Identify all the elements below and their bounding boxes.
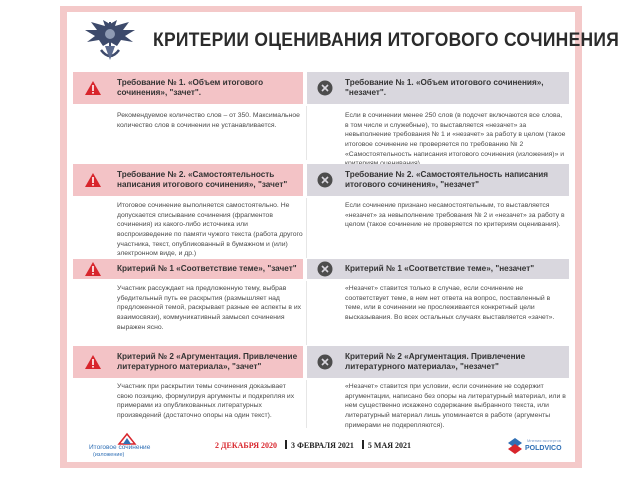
criterion-fail-header: [307, 346, 569, 378]
requirement-pass-header: [73, 72, 303, 104]
requirement-fail-header: [307, 72, 569, 104]
column-divider: [306, 106, 307, 160]
requirement-pass-text: Рекомендуемое количество слов – от 350. Максимальное количество слов в сочинении не устанавливается.: [117, 112, 300, 129]
requirement-fail-text: Если в сочинении менее 250 слов (в подсчет включаются все слова, в том числе и служебные), то выставляется «незачет» за невыполнение требования № 1 и «незачет» за работу в целом (такое итоговое сочинение не проверяется по требованию № 2 «Самостоятельность написания итогового сочинения (изложения)» и: [345, 112, 566, 158]
requirement-pass-title: Требование № 1. «Объем итогового сочинения», "зачет".: [117, 77, 264, 97]
criterion-fail-text: «Незачет» ставится при условии, если сочинение не содержит аргументации, написано без опоры на литературный материал, или в нем существенно искажено содержание выбранного текста, или литературный материал лишь упоминается в работе (аргументы примерами не подкрепляются).: [345, 383, 566, 429]
close-circle-icon: [317, 172, 333, 188]
close-circle-icon: [317, 354, 333, 370]
date-separator: [285, 440, 287, 449]
criterion-pass-text: Участник при раскрытии темы сочинения доказывает свою позицию, формулируя аргументы и подкрепляя их примерами из опубликованных литературных произведений (достаточно опоры на один текст).: [117, 383, 295, 419]
criterion-pass-title: Критерий № 1 «Соответствие теме», "зачет": [117, 263, 297, 273]
exam-essay-logo: [89, 432, 169, 460]
warning-triangle-icon: [84, 80, 102, 96]
criterion-row-2: [73, 164, 569, 260]
requirement-pass-title: Требование № 2. «Самостоятельность написания итогового сочинения», "зачет": [117, 169, 288, 189]
close-circle-icon: [317, 80, 333, 96]
logo-left-main: Итоговое сочинение: [89, 444, 151, 451]
date-first: 2 ДЕКАБРЯ 2020: [215, 441, 277, 450]
header: [67, 12, 620, 72]
column-divider: [306, 380, 307, 428]
criterion-pass-header: [73, 346, 303, 378]
exam-dates: [215, 440, 411, 450]
requirement-fail-title: Требование № 2. «Самостоятельность написания итогового сочинения», "незачет": [345, 169, 549, 189]
date-separator: [362, 440, 364, 449]
criterion-fail-title: Критерий № 1 «Соответствие теме», "незачет": [345, 263, 535, 273]
criterion-pass-header: [73, 259, 303, 279]
warning-triangle-icon: [84, 172, 102, 188]
requirement-pass-header: [73, 164, 303, 196]
close-circle-icon: [317, 261, 333, 277]
footer: [67, 430, 575, 462]
criterion-fail-header: [307, 259, 569, 279]
logo-right-small: Мнения экспертов: [527, 438, 561, 443]
eagle-emblem-icon: [81, 16, 139, 66]
requirement-fail-text: Если сочинение признано несамостоятельным, то выставляется «незачет» за невыполнение требования № 2 и «незачет» за работу в целом (такое сочинение не проверяется по критериям оценивания).: [345, 202, 565, 229]
criterion-row-4: [73, 346, 569, 430]
criterion-row-1: [73, 72, 569, 162]
date-second: 3 ФЕВРАЛЯ 2021: [290, 441, 354, 450]
requirement-fail-title: Требование № 1. «Объем итогового сочинения», "незачет".: [345, 77, 544, 97]
criterion-row-3: [73, 259, 569, 347]
criterion-pass-title: Критерий № 2 «Аргументация. Привлечение литературного материала», "зачет": [117, 351, 298, 371]
publisher-mark-icon: [507, 437, 523, 455]
infographic-sheet: [67, 12, 620, 462]
date-third: 5 МАЯ 2021: [367, 441, 412, 450]
requirement-pass-text: Итоговое сочинение выполняется самостоятельно. Не допускается списывание сочинения (фрагментов сочинения) из какого-либо источника или воспроизведение по памяти чужого текста (работа другого участника, текст, опубликованный в бумажном и (или) электронном виде, и др.): [117, 202, 303, 258]
warning-triangle-icon: [84, 261, 102, 277]
page-title: КРИТЕРИИ ОЦЕНИВАНИЯ ИТОГОВОГО СОЧИНЕНИЯ: [153, 30, 620, 51]
warning-triangle-icon: [84, 354, 102, 370]
column-divider: [306, 281, 307, 345]
criterion-fail-title: Критерий № 2 «Аргументация. Привлечение литературного материала», "незачет": [345, 351, 526, 371]
criterion-pass-text: Участник рассуждает на предложенную тему, выбрав убедительный путь ее раскрытия (размышляет над предложенной темой, раскрывает разные ее аспекты в их взаимосвязи), коммуникативный замысел сочинения выражен ясно.: [117, 285, 302, 331]
criterion-fail-text: «Незачет» ставится только в случае, если сочинение не соответствует теме, в нем нет ответа на вопрос, поставленный в теме, или в сочинении не прослеживается конкретный цели высказывания. Во всех остальных случаях выставляется «зачет».: [345, 285, 555, 321]
column-divider: [306, 198, 307, 258]
publisher-logo: [507, 434, 571, 458]
logo-right-text: POLDVICO: [525, 445, 562, 452]
requirement-fail-header: [307, 164, 569, 196]
logo-left-sub: (изложение): [93, 452, 125, 458]
